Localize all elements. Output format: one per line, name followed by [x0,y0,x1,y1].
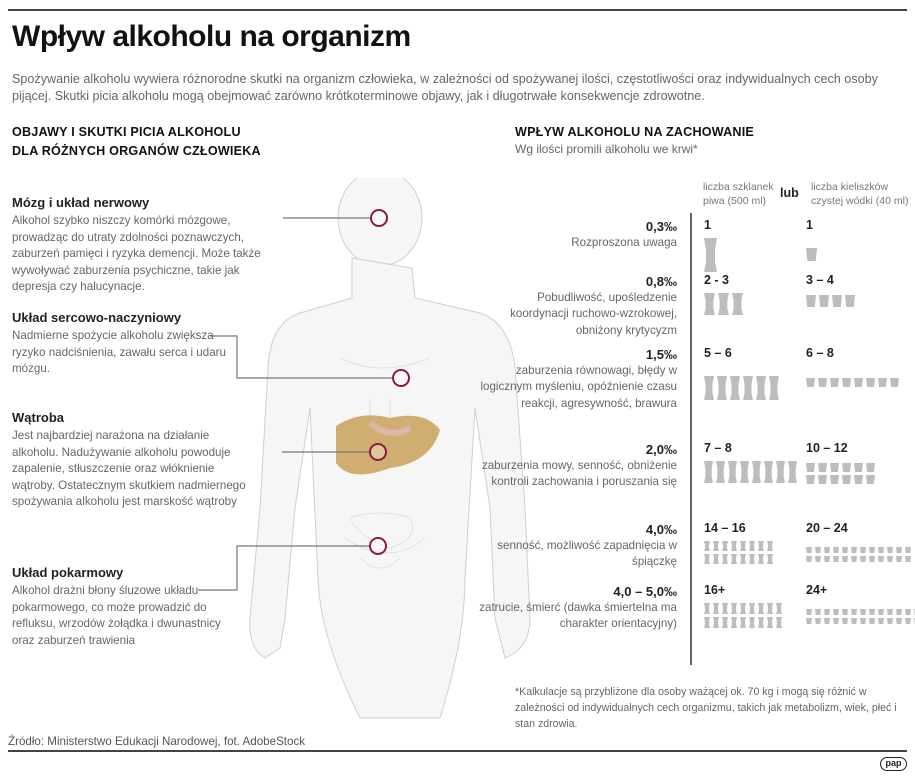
beer-glass-icon [704,376,714,400]
organ-title: Układ pokarmowy [12,565,124,580]
shot-glass-icon [878,378,887,387]
marker-liver[interactable] [369,443,387,461]
beer-glass-icon [718,293,729,315]
shot-glass-icon [830,463,839,472]
shot-glass-icon [851,547,857,553]
level-description: Rozproszona uwaga [571,236,677,249]
level-description: zaburzenia mowy, senność, obniżenie kontroli zachowania i poruszania się [481,459,677,489]
promille-value: 4,0‰ [645,522,677,537]
shot-glass-icon [869,609,875,615]
shot-glass-icon [896,547,902,553]
promille-value: 2,0‰ [645,442,677,457]
shot-glass-icon [824,547,830,553]
shot-glass-icon [830,475,839,484]
beer-glass-icon [722,541,728,551]
shot-glass-icon [833,618,839,624]
beer-glass-icon [767,554,773,564]
shot-glass-icon [806,378,815,387]
shot-glass-icon [905,556,911,562]
beer-glass-icon [758,541,764,551]
shot-glass-icon [842,378,851,387]
vodka-count: 1 [806,218,813,232]
shot-glass-icon [851,556,857,562]
beer-glass-icon [767,541,773,551]
beer-glasses [704,461,800,483]
shot-glass-icon [887,618,893,624]
level-description: zatrucie, śmierć (dawka śmiertelna ma charakter orientacyjny) [479,601,677,631]
shot-glass-icon [851,618,857,624]
pap-logo: pap [880,757,907,771]
marker-digestive[interactable] [369,537,387,555]
column-divider [690,213,692,665]
beer-glass-icon [731,603,737,614]
shot-glass-icon [905,618,911,624]
shot-glass-icon [842,609,848,615]
vodka-count: 10 – 12 [806,441,848,455]
organ-digestive [12,565,222,649]
level-label [477,441,677,491]
beer-glass-icon [704,461,713,483]
beer-glass-icon [704,238,717,272]
shot-glass-icon [842,556,848,562]
shot-glass-icon [860,618,866,624]
shot-glass-icon [824,618,830,624]
shot-glass-icon [806,547,812,553]
level-label [477,521,677,571]
shot-glass-icon [806,248,817,261]
beer-glass-icon [752,461,761,483]
shot-glass-icon [896,609,902,615]
shot-glass-icon [832,295,842,307]
organ-liver [12,410,252,511]
shot-glass-icon [845,295,855,307]
col-header-beer: liczba szklanek piwa (500 ml) [703,181,774,207]
beer-glass-icon [704,541,710,551]
shot-glass-icon [905,547,911,553]
beer-glass-icon [717,376,727,400]
level-label [477,346,677,412]
beer-glass-icon [730,376,740,400]
shot-glass-icon [815,609,821,615]
beer-glass-icon [740,617,746,628]
beer-glass-icon [716,461,725,483]
beer-glasses [704,293,746,315]
shot-glass-icon [878,547,884,553]
beer-glass-icon [767,617,773,628]
behaviour-heading: WPŁYW ALKOHOLU NA ZACHOWANIE Wg ilości promili alkoholu we krwi* [515,125,755,156]
shot-glass-icon [819,295,829,307]
beer-glass-icon [756,376,766,400]
shot-glass-icon [818,378,827,387]
shot-glass-icon [818,475,827,484]
beer-glass-icon [740,603,746,614]
beer-count: 1 [704,218,711,232]
beer-glass-icon [722,617,728,628]
vodka-count: 20 – 24 [806,521,848,535]
organ-text: Alkohol szybko niszczy komórki mózgowe, prowadząc do utraty zdolności poznawczych, zaburzeń pamięci i ryzyka demencji. Może także wywoływać zaburzenia psychiczne, takie jak depresja czy halucynacje. [12,214,261,293]
promille-value: 0,8‰ [645,274,677,289]
level-label [477,218,677,251]
beer-glass-icon [722,554,728,564]
shot-glass-icon [878,609,884,615]
marker-heart[interactable] [392,369,410,387]
shot-glass-icon [896,618,902,624]
beer-glass-icon [731,617,737,628]
shot-glass-icon [815,547,821,553]
shot-glass-icon [866,475,875,484]
beer-glass-icon [769,376,779,400]
beer-glass-icon [722,603,728,614]
beer-glass-icon [776,617,782,628]
shot-glass-icon [869,547,875,553]
vodka-glasses [806,248,820,261]
beer-glass-icon [731,541,737,551]
shot-glass-icon [833,556,839,562]
beer-glass-icon [767,603,773,614]
shot-glass-icon [860,556,866,562]
level-description: Pobudliwość, upośledzenie koordynacji ruchowo-wzrokowej, obniżony krytycyzm [510,291,677,337]
intro-text: Spożywanie alkoholu wywiera różnorodne skutki na organizm człowieka, w zależności od spożywanej ilości, częstotliwości oraz indywidualnych cech osoby pijącej. Skutki picia alkoholu mogą obejmować zarówno krótkoterminowe objawy, jak i długotrwałe konsekwencje zdrowotne. [12,72,878,103]
level-label [477,583,677,633]
shot-glass-icon [806,295,816,307]
shot-glass-icon [842,618,848,624]
beer-glasses [704,603,785,628]
promille-value: 4,0 – 5,0‰ [613,584,677,599]
shot-glass-icon [806,475,815,484]
vodka-glasses [806,547,914,562]
shot-glass-icon [833,609,839,615]
beer-glasses [704,238,720,272]
organ-cardio [12,310,247,378]
beer-glasses [704,541,776,564]
organ-text: Jest najbardziej narażona na działanie alkoholu. Nadużywanie alkoholu powoduje zapalenie, stłuszczenie oraz włóknienie wątroby. Ostatecznym skutkiem nadmiernego spożywania alkoholu jest marskość wątroby [12,429,246,508]
shot-glass-icon [842,463,851,472]
beer-glass-icon [758,603,764,614]
beer-glass-icon [776,603,782,614]
shot-glass-icon [860,609,866,615]
organ-title: Wątroba [12,410,64,425]
beer-glass-icon [713,603,719,614]
shot-glass-icon [878,618,884,624]
beer-glass-icon [743,376,753,400]
shot-glass-icon [854,475,863,484]
shot-glass-icon [887,609,893,615]
shot-glass-icon [806,556,812,562]
shot-glass-icon [866,463,875,472]
shot-glass-icon [806,609,812,615]
shot-glass-icon [815,618,821,624]
beer-glass-icon [704,617,710,628]
beer-glass-icon [758,554,764,564]
shot-glass-icon [824,609,830,615]
beer-count: 5 – 6 [704,346,732,360]
beer-glass-icon [713,617,719,628]
beer-glass-icon [728,461,737,483]
shot-glass-icon [806,618,812,624]
beer-glass-icon [749,617,755,628]
shot-glass-icon [851,609,857,615]
promille-value: 0,3‰ [645,219,677,234]
footnote: *Kalkulacje są przybliżone dla osoby ważącej ok. 70 kg i mogą się różnić w zależności od indywidualnych cech organizmu, takich jak metabolizm, wiek, płeć i stan zdrowia. [515,686,897,730]
or-label: lub [780,186,799,200]
vodka-glasses [806,609,915,624]
shot-glass-icon [815,556,821,562]
shot-glass-icon [869,556,875,562]
level-description: zaburzenia równowagi, błędy w logicznym myśleniu, opóźnienie czasu reakcji, agresywność, brawura [480,364,677,410]
beer-glass-icon [749,541,755,551]
shot-glass-icon [833,547,839,553]
level-label [477,273,677,339]
organ-title: Mózg i układ nerwowy [12,195,150,210]
shot-glass-icon [818,463,827,472]
beer-glass-icon [732,293,743,315]
bottom-rule [8,750,907,752]
organ-text: Alkohol drażni błony śluzowe układu pokarmowego, co może prowadzić do refluksu, wrzodów żołądka i dwunastnicy oraz zaburzeń trawienia [12,584,221,647]
col-header-vodka: liczba kieliszków czystej wódki (40 ml) [811,181,909,207]
source-text: Źródło: Ministerstwo Edukacji Narodowej, fot. AdobeStock [8,735,306,748]
shot-glass-icon [896,556,902,562]
shot-glass-icon [860,547,866,553]
vodka-count: 24+ [806,583,828,597]
marker-brain[interactable] [370,209,388,227]
shot-glass-icon [905,609,911,615]
beer-glass-icon [764,461,773,483]
beer-glass-icon [704,603,710,614]
organ-title: Układ sercowo-naczyniowy [12,310,182,325]
shot-glass-icon [842,547,848,553]
shot-glass-icon [824,556,830,562]
beer-count: 2 - 3 [704,273,730,287]
shot-glass-icon [854,463,863,472]
beer-count: 16+ [704,583,726,597]
vodka-glasses [806,295,858,307]
beer-glass-icon [731,554,737,564]
beer-glass-icon [776,461,785,483]
shot-glass-icon [866,378,875,387]
shot-glass-icon [830,378,839,387]
top-rule [8,9,907,11]
vodka-count: 3 – 4 [806,273,834,287]
beer-glass-icon [704,554,710,564]
shot-glass-icon [869,618,875,624]
beer-glass-icon [740,554,746,564]
vodka-glasses [806,463,878,484]
shot-glass-icon [878,556,884,562]
beer-count: 14 – 16 [704,521,746,535]
shot-glass-icon [887,556,893,562]
beer-glass-icon [758,617,764,628]
shot-glass-icon [854,378,863,387]
beer-glass-icon [740,541,746,551]
vodka-count: 6 – 8 [806,346,834,360]
shot-glass-icon [806,463,815,472]
vodka-glasses [806,378,902,387]
beer-glass-icon [749,603,755,614]
beer-glass-icon [713,554,719,564]
beer-glass-icon [788,461,797,483]
shot-glass-icon [842,475,851,484]
beer-glass-icon [704,293,715,315]
beer-glass-icon [749,554,755,564]
level-description: senność, możliwość zapadnięcia w śpiączkę [497,539,677,569]
shot-glass-icon [890,378,899,387]
beer-count: 7 – 8 [704,441,732,455]
organs-heading: OBJAWY I SKUTKI PICIA ALKOHOLU DLA RÓŻNYCH ORGANÓW CZŁOWIEKA [12,125,261,158]
organ-text: Nadmierne spożycie alkoholu zwiększa ryzyko nadciśnienia, zawału serca i udaru mózgu. [12,329,226,375]
beer-glass-icon [740,461,749,483]
promille-value: 1,5‰ [645,347,677,362]
beer-glasses [704,376,782,400]
beer-glass-icon [713,541,719,551]
page-title: Wpływ alkoholu na organizm [12,20,411,53]
shot-glass-icon [887,547,893,553]
